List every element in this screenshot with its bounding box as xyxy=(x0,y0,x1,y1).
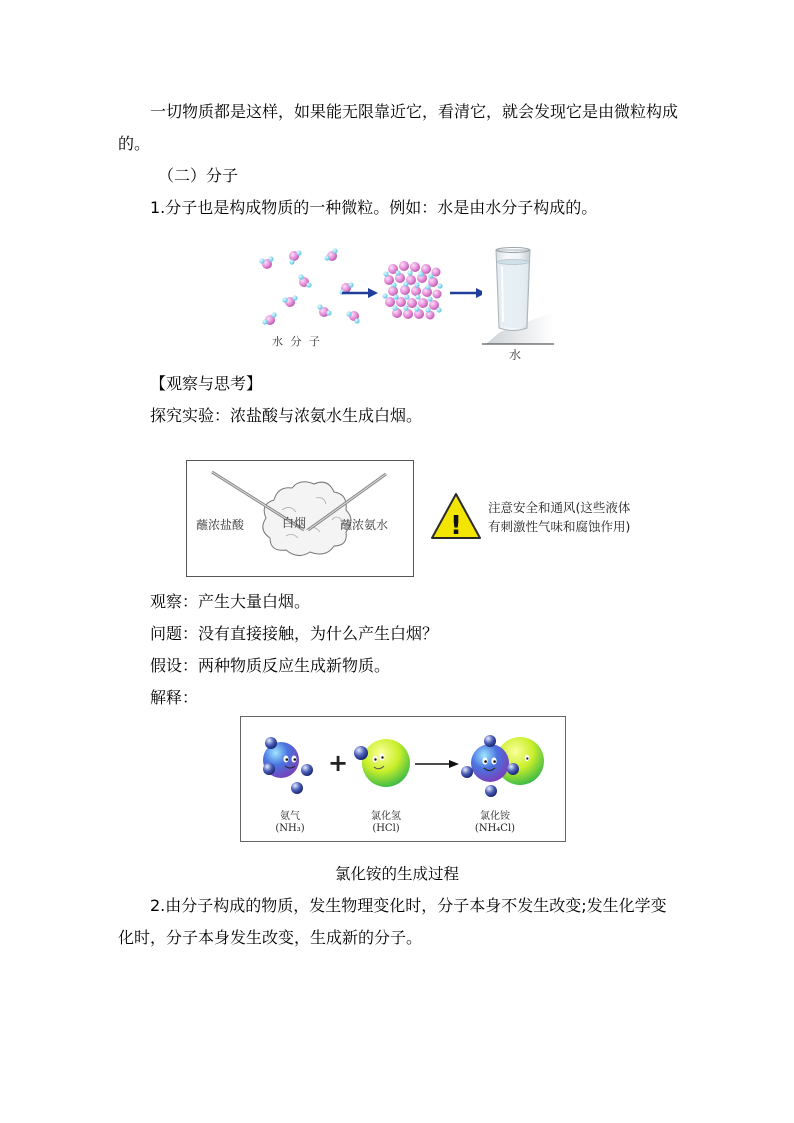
hcl-rod-label: 蘸浓盐酸 xyxy=(196,518,245,532)
smoke-label: 白烟 xyxy=(282,516,307,530)
scattered-water-molecules xyxy=(259,248,359,325)
reaction-molecules xyxy=(241,717,565,805)
intro-line-1: 一切物质都是这样，如果能无限靠近它，看清它，就会发现它是由微粒构成 xyxy=(150,102,679,121)
water-glass-icon xyxy=(482,240,554,344)
ammonia-molecule xyxy=(263,737,313,794)
nh4cl-formula-label: (NH₄Cl) xyxy=(474,823,516,834)
nh3-formula-label: (NH₃) xyxy=(275,823,305,834)
hydrogen-chloride-molecule xyxy=(354,739,410,787)
point-1: 1.分子也是构成物质的一种微粒。例如：水是由水分子构成的。 xyxy=(150,198,598,217)
nh3-name-label: 氨气 xyxy=(280,811,300,822)
explanation-label: 解释： xyxy=(150,688,199,707)
point-2-line-2: 化时，分子本身发生改变，生成新的分子。 xyxy=(118,928,423,947)
reaction-arrow-icon xyxy=(415,760,459,768)
hypothesis-text: 假设：两种物质反应生成新物质。 xyxy=(150,656,391,675)
water-molecule-cluster xyxy=(382,261,442,320)
ammonium-chloride-molecule xyxy=(461,735,544,797)
water-molecules-label: 水 分 子 xyxy=(272,335,322,348)
reaction-caption: 氯化铵的生成过程 xyxy=(334,865,459,883)
hcl-formula-label: (HCl) xyxy=(372,823,400,834)
ammonia-rod-label: 蘸浓氨水 xyxy=(340,518,389,532)
hcl-name-label: 氯化氢 xyxy=(371,811,401,822)
intro-line-2: 的。 xyxy=(118,134,151,153)
observation-text: 观察：产生大量白烟。 xyxy=(150,592,311,611)
point-2-line-1: 2.由分子构成的物质，发生物理变化时，分子本身不发生改变;发生化学变 xyxy=(150,896,667,915)
question-text: 问题：没有直接接触，为什么产生白烟？ xyxy=(150,624,439,643)
warning-text-line-2: 有刺激性气味和腐蚀作用) xyxy=(488,519,631,534)
water-label: 水 xyxy=(509,348,522,362)
plus-sign: + xyxy=(327,749,349,777)
warning-icon xyxy=(430,490,482,542)
svg-text:!: ! xyxy=(450,511,462,541)
experiment-text: 探究实验：浓盐酸与浓氨水生成白烟。 xyxy=(150,406,423,425)
section-title: （二）分子 xyxy=(158,166,239,185)
nh4cl-name-label: 氯化铵 xyxy=(480,811,510,822)
observe-think-title: 【观察与思考】 xyxy=(150,374,263,393)
warning-text-line-1: 注意安全和通风(这些液体 xyxy=(488,500,631,515)
arrow-icon xyxy=(450,288,486,298)
